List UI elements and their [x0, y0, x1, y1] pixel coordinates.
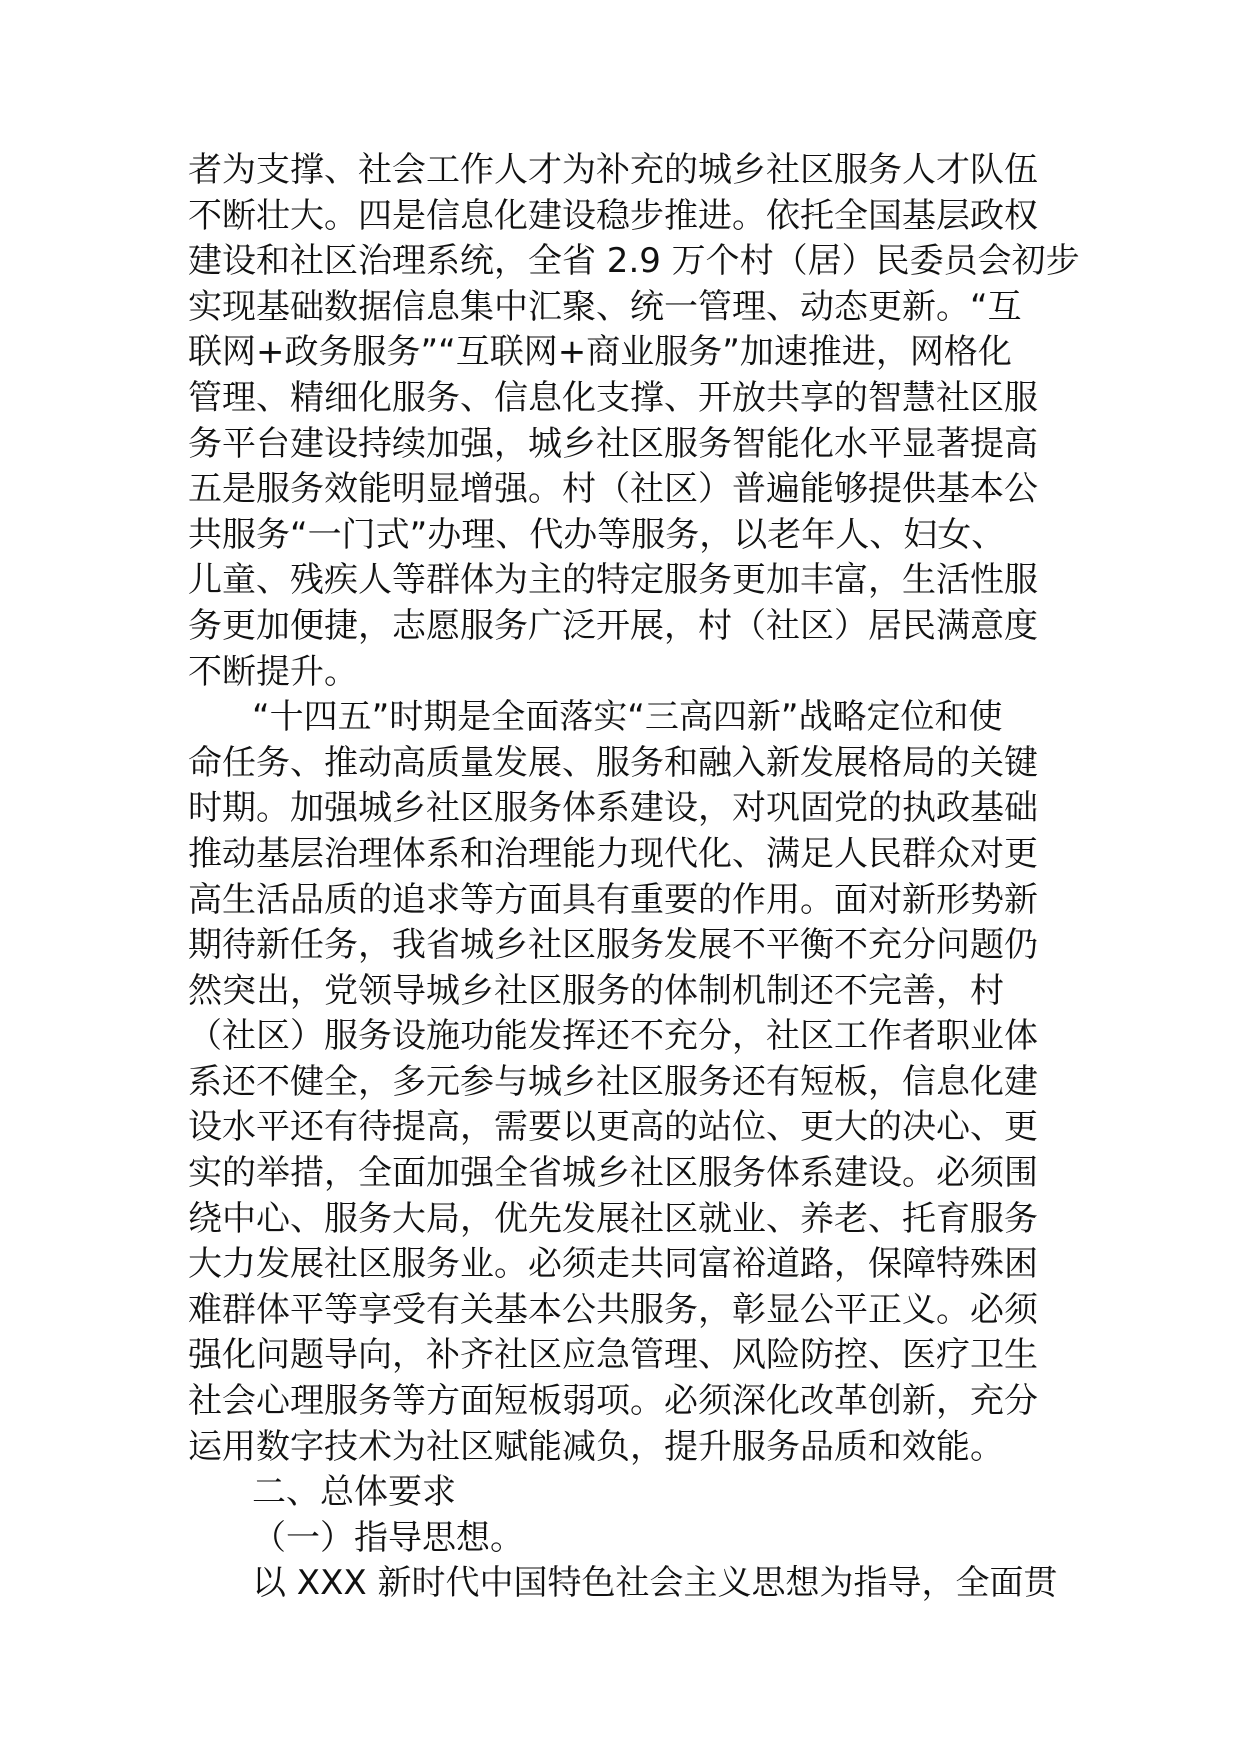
text-line: 时期。加强城乡社区服务体系建设，对巩固党的执政基础 [188, 788, 1038, 829]
text-line: 强化问题导向，补齐社区应急管理、风险防控、医疗卫生 [188, 1335, 1038, 1376]
text-line: 务平台建设持续加强，城乡社区服务智能化水平显著提高 [188, 423, 1038, 464]
text-line: 不断壮大。四是信息化建设稳步推进。依托全国基层政权 [188, 195, 1038, 236]
text-line: 五是服务效能明显增强。村（社区）普遍能够提供基本公 [188, 469, 1038, 510]
text-line: 系还不健全，多元参与城乡社区服务还有短板，信息化建 [188, 1061, 1038, 1102]
text-line: 推动基层治理体系和治理能力现代化、满足人民群众对更 [188, 833, 1038, 874]
text-line: 社会心理服务等方面短板弱项。必须深化改革创新，充分 [188, 1381, 1038, 1422]
text-line: 务更加便捷，志愿服务广泛开展，村（社区）居民满意度 [188, 605, 1038, 646]
text-line: 联网+政务服务”“互联网+商业服务”加速推进，网格化 [188, 332, 1012, 373]
section-heading: 二、总体要求 [252, 1472, 456, 1513]
text-line: 实现基础数据信息集中汇聚、统一管理、动态更新。“互 [188, 286, 1022, 327]
text-line: 命任务、推动高质量发展、服务和融入新发展格局的关键 [188, 742, 1038, 783]
text-line: 难群体平等享受有关基本公共服务，彰显公平正义。必须 [188, 1289, 1038, 1330]
text-line: 建设和社区治理系统，全省 2.9 万个村（居）民委员会初步 [188, 241, 1080, 282]
paragraph-first-line: 以 XXX 新时代中国特色社会主义思想为指导，全面贯 [252, 1563, 1058, 1604]
text-line: 者为支撑、社会工作人才为补充的城乡社区服务人才队伍 [188, 150, 1038, 190]
text-line: 实的举措，全面加强全省城乡社区服务体系建设。必须围 [188, 1153, 1038, 1194]
text-line: 然突出，党领导城乡社区服务的体制机制还不完善，村 [188, 970, 1004, 1011]
text-line: 高生活品质的追求等方面具有重要的作用。面对新形势新 [188, 879, 1038, 920]
text-line: 不断提升。 [188, 651, 358, 692]
text-line: 儿童、残疾人等群体为主的特定服务更加丰富，生活性服 [188, 560, 1038, 601]
text-line: （社区）服务设施功能发挥还不充分，社区工作者职业体 [188, 1016, 1038, 1057]
text-line: 绕中心、服务大局，优先发展社区就业、养老、托育服务 [188, 1198, 1038, 1239]
text-line: 运用数字技术为社区赋能减负，提升服务品质和效能。 [188, 1426, 1004, 1467]
text-line: 大力发展社区服务业。必须走共同富裕道路，保障特殊困 [188, 1244, 1038, 1285]
body-text [188, 148, 1080, 1607]
text-line: 期待新任务，我省城乡社区服务发展不平衡不充分问题仍 [188, 925, 1038, 966]
text-line: 共服务“一门式”办理、代办等服务，以老年人、妇女、 [188, 514, 1006, 555]
paragraph-first-line: “十四五”时期是全面落实“三高四新”战略定位和使 [252, 697, 1003, 738]
text-line: 设水平还有待提高，需要以更高的站位、更大的决心、更 [188, 1107, 1038, 1148]
subsection-heading: （一）指导思想。 [252, 1517, 524, 1558]
text-line: 管理、精细化服务、信息化支撑、开放共享的智慧社区服 [188, 377, 1038, 418]
